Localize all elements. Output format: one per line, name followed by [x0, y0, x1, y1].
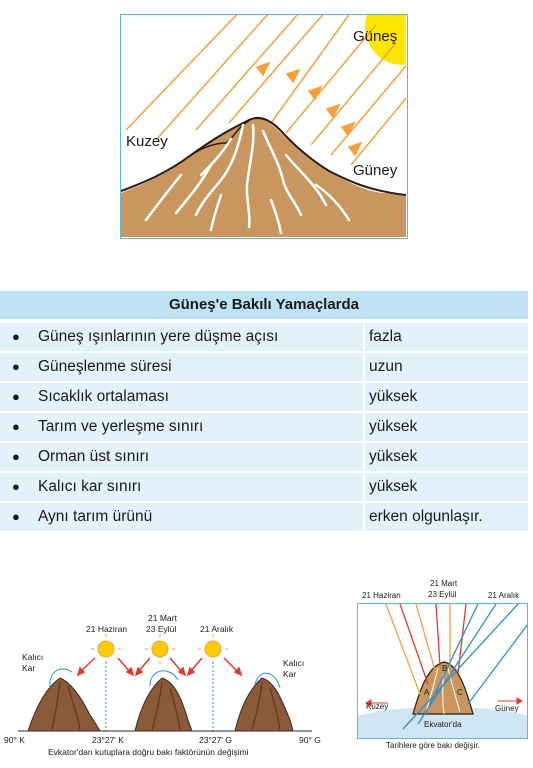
axis-label-tropic-n: 23°27' K — [92, 735, 124, 745]
point-c: C — [457, 688, 463, 697]
axis-label-90k: 90° K — [4, 735, 25, 745]
row-label-cell — [0, 503, 363, 531]
label-june: 21 Haziran — [362, 591, 401, 600]
mountains — [28, 669, 293, 731]
sun-icon — [152, 641, 168, 657]
table-row — [0, 443, 528, 471]
table-row — [0, 353, 528, 381]
sun-facing-slope-table — [0, 291, 528, 531]
table-row — [0, 503, 528, 531]
row-label-cell — [0, 443, 363, 471]
bullet-icon: ● — [12, 419, 20, 434]
mountain-sun-illustration — [121, 15, 406, 237]
sun-label-december: 21 Aralık — [200, 624, 234, 634]
snow-label-left: Kalıcı Kar — [22, 652, 44, 673]
point-a: A — [424, 688, 430, 697]
sun-label-march-line1: 21 Mart — [148, 613, 177, 623]
bullet-icon: ● — [12, 449, 20, 464]
row-label-cell — [0, 323, 363, 351]
row-label-cell — [0, 353, 363, 381]
row-value: fazla — [365, 323, 528, 351]
row-label: Tarım ve yerleşme sınırı — [38, 418, 204, 435]
sun-label-march-line2: 23 Eylül — [146, 624, 177, 634]
table-row — [0, 383, 528, 411]
row-label: Aynı tarım ürünü — [38, 508, 153, 525]
figure-caption-right: Tarihlere göre bakı değişir. — [386, 741, 480, 750]
row-label-cell — [0, 473, 363, 501]
bottom-left-figure — [0, 610, 330, 763]
north-label-small: Kuzey — [366, 702, 389, 711]
sun-label-june: 21 Haziran — [86, 624, 128, 634]
row-value: erken olgunlaşır. — [365, 503, 528, 531]
table-title: Güneş'e Bakılı Yamaçlarda — [0, 291, 528, 321]
label-march-line1: 21 Mart — [430, 579, 458, 588]
table-row — [0, 473, 528, 501]
bottom-right-figure — [356, 574, 530, 763]
table-row — [0, 323, 528, 351]
sun-icons — [91, 634, 228, 664]
row-label: Kalıcı kar sınırı — [38, 478, 142, 495]
row-value: yüksek — [365, 413, 528, 441]
north-label: Kuzey — [126, 133, 168, 150]
row-label: Güneş ışınlarının yere düşme açısı — [38, 328, 279, 345]
sun-icon — [205, 641, 221, 657]
row-label-cell — [0, 383, 363, 411]
figure-caption-left: Evkator'dan kutuplara doğru bakı faktörünün değişimi — [48, 747, 249, 757]
axis-label-90g: 90° G — [299, 735, 321, 745]
label-march-line2: 23 Eylül — [428, 590, 457, 599]
bullet-icon: ● — [12, 509, 20, 524]
row-value: yüksek — [365, 383, 528, 411]
bullet-icon: ● — [12, 389, 20, 404]
row-label-cell — [0, 413, 363, 441]
bullet-icon: ● — [12, 329, 20, 344]
equator-label: Ekvator'da — [424, 720, 462, 729]
sun-icon — [98, 641, 114, 657]
sun-label: Güneş — [353, 28, 398, 45]
point-b: B — [442, 664, 448, 673]
axis-label-tropic-s: 23°27' G — [199, 735, 232, 745]
south-label-small: Güney — [495, 704, 519, 713]
label-december: 21 Aralık — [488, 591, 520, 600]
south-label: Güney — [353, 162, 398, 179]
row-label: Sıcaklık ortalaması — [38, 388, 169, 405]
row-value: uzun — [365, 353, 528, 381]
row-value: yüksek — [365, 443, 528, 471]
row-value: yüksek — [365, 473, 528, 501]
top-figure — [120, 14, 408, 239]
figure-frame — [357, 603, 528, 739]
bullet-icon: ● — [12, 479, 20, 494]
snow-label-right: Kalıcı Kar — [283, 658, 305, 679]
bullet-icon: ● — [12, 359, 20, 374]
row-label: Orman üst sınırı — [38, 448, 150, 465]
row-label: Güneşlenme süresi — [38, 358, 172, 375]
table-row — [0, 413, 528, 441]
